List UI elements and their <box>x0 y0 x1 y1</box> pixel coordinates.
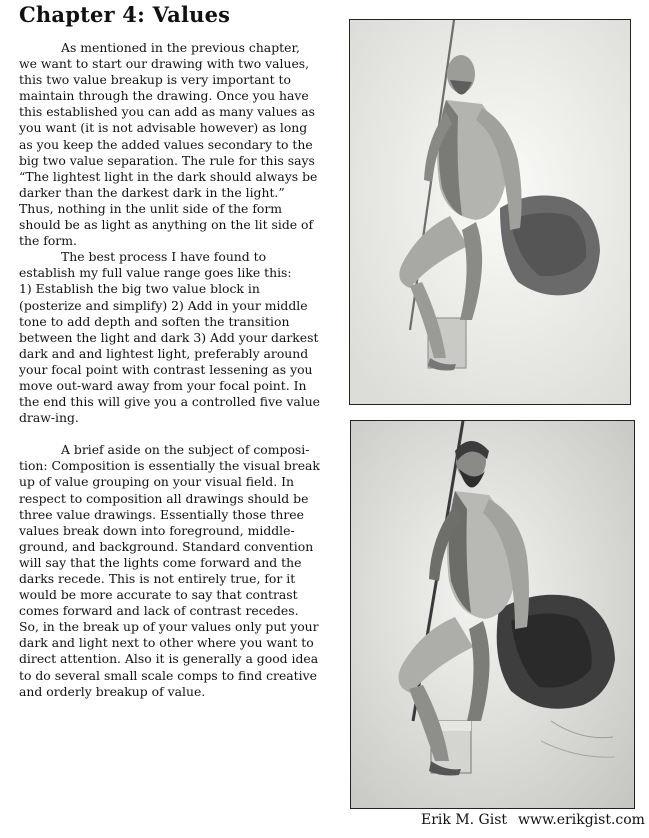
author-website: www.erikgist.com <box>518 812 645 828</box>
body-text <box>19 40 321 700</box>
paragraph-composition: A brief aside on the subject of composi-tion: Composition is essentially the visual break up of value grouping on your visual field. In respect to composition all drawings should be three value drawings. Essentially those three values break down into foreground, middle-ground, and background. Standard convention will say that the lights come forward and the darks recede. This is not entirely true, for it would be more accurate to say that contrast comes forward and lack of contrast recedes. So, in the break up of your values only put your dark and light next to other where you want to direct attention. Also it is generally a good idea to do several small scale comps to find creative and orderly breakup of value. <box>19 442 320 699</box>
paragraph-process-steps: 1) Establish the big two value block in (posterize and simplify) 2) Add in your middle tone to add depth and soften the transition between the light and dark 3) Add your darkest dark and and lightest light, preferably around your focal point with contrast lessening as you move out-ward away from your focal point. In the end this will give you a controlled five value draw-ing. <box>19 281 321 426</box>
author-credit <box>421 812 645 828</box>
seated-figure-sketch-illustration <box>350 20 630 404</box>
page-title: Chapter 4: Values <box>19 2 231 27</box>
seated-figure-finished-illustration <box>351 421 634 808</box>
author-name: Erik M. Gist <box>421 812 508 828</box>
paragraph-values-intro: As mentioned in the previous chapter, we want to start our drawing with two values, this two value breakup is very important to maintain through the drawing. Once you have this established you can add as many values as you want (it is not advisable however) as long as you keep the added values secondary to the big two value separation. The rule for this says “The lightest light in the dark should always be darker than the darkest dark in the light.” Thus, nothing in the unlit side of the form should be as light as anything on the lit side of the form. <box>19 40 318 249</box>
figure-finished-value-drawing <box>350 420 635 809</box>
figure-two-value-drawing <box>349 19 631 405</box>
paragraph-process-intro: The best process I have found to establish my full value range goes like this: <box>19 249 292 281</box>
